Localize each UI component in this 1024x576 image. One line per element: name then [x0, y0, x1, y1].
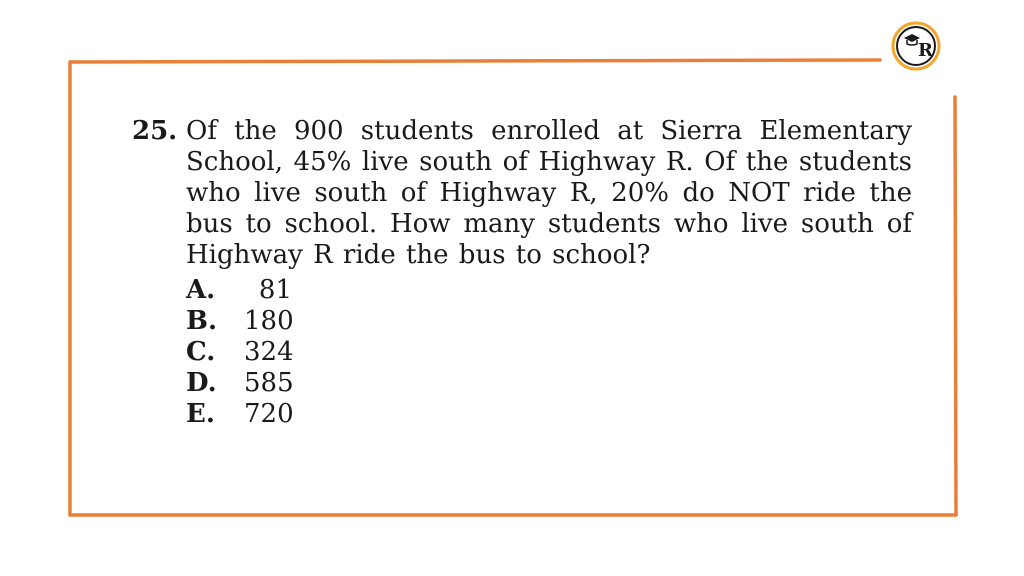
choice-letter: D.: [186, 368, 217, 398]
choice-letter: C.: [186, 337, 216, 367]
choice-value: 720: [244, 399, 294, 429]
choice-b[interactable]: [186, 306, 912, 337]
answer-choices: [186, 275, 912, 430]
choice-letter: A.: [186, 275, 216, 305]
choice-letter: E.: [186, 399, 215, 429]
choice-value: 81: [258, 275, 292, 305]
choice-value: 324: [244, 337, 294, 367]
choice-letter: B.: [186, 306, 218, 336]
question-text: Of the 900 students enrolled at Sierra Elementary School, 45% live south of Highway R. Of the students who live south of Highway R, 20% do NOT ride the bus to school. How many students who live south of Highway R ride the bus to school?: [186, 116, 912, 270]
choice-value: 585: [244, 368, 294, 398]
choice-e[interactable]: [186, 399, 912, 430]
question-block: [132, 116, 912, 430]
choice-d[interactable]: [186, 368, 912, 399]
choice-a[interactable]: [186, 275, 912, 306]
question-number: 25.: [132, 116, 178, 146]
logo-letter: R: [918, 40, 933, 61]
brand-logo: [890, 20, 942, 72]
choice-c[interactable]: [186, 337, 912, 368]
choice-value: 180: [244, 306, 294, 336]
